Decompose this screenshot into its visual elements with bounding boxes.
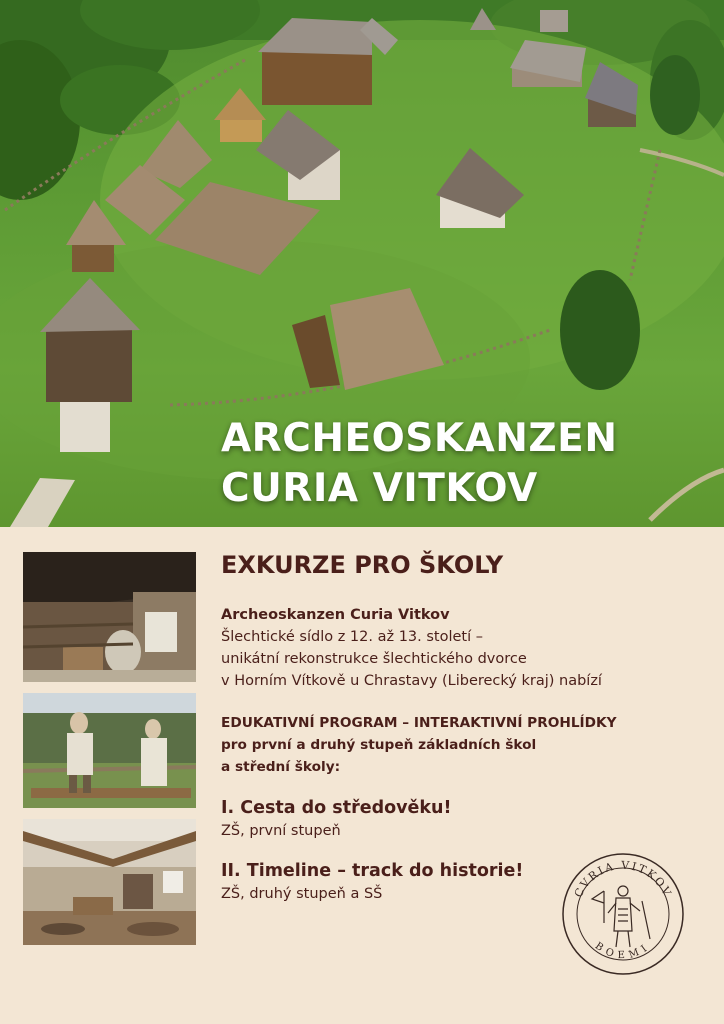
knight-figure-icon bbox=[592, 886, 650, 947]
hero-title-line-1: ARCHEOSKANZEN bbox=[221, 416, 618, 461]
intro-title: Archeoskanzen Curia Vitkov bbox=[221, 607, 450, 623]
section-heading: EXKURZE PRO ŠKOLY bbox=[221, 551, 504, 579]
intro-line: Šlechtické sídlo z 12. až 13. století – bbox=[221, 629, 484, 645]
curia-vitkov-seal bbox=[560, 851, 686, 977]
reenactors-woodwork-photo bbox=[23, 693, 196, 808]
offer-1 bbox=[221, 796, 711, 842]
offer-title: II. Timeline – track do historie! bbox=[221, 861, 524, 881]
offer-title: I. Cesta do středověku! bbox=[221, 798, 452, 818]
program-line: a střední školy: bbox=[221, 759, 341, 775]
seal-graphic bbox=[560, 851, 686, 977]
interior-kitchen-photo bbox=[23, 552, 196, 682]
hero-title bbox=[221, 414, 617, 514]
offer-subtitle: ZŠ, druhý stupeň a SŠ bbox=[221, 886, 383, 902]
svg-text:BOEMI: BOEMI bbox=[592, 940, 654, 962]
intro-block bbox=[221, 604, 711, 692]
program-block bbox=[221, 712, 711, 778]
svg-text:CVRIA VITKOV: CVRIA VITKOV bbox=[571, 858, 675, 900]
hall-interior-photo bbox=[23, 819, 196, 945]
program-line: EDUKATIVNÍ PROGRAM – INTERAKTIVNÍ PROHLÍDKY bbox=[221, 715, 617, 731]
offer-subtitle: ZŠ, první stupeň bbox=[221, 823, 341, 839]
intro-line: unikátní rekonstrukce šlechtického dvorce bbox=[221, 651, 527, 667]
program-line: pro první a druhý stupeň základních škol bbox=[221, 737, 537, 753]
intro-line: v Horním Vítkově u Chrastavy (Liberecký kraj) nabízí bbox=[221, 673, 602, 689]
hero-title-line-2: CURIA VITKOV bbox=[221, 466, 538, 511]
